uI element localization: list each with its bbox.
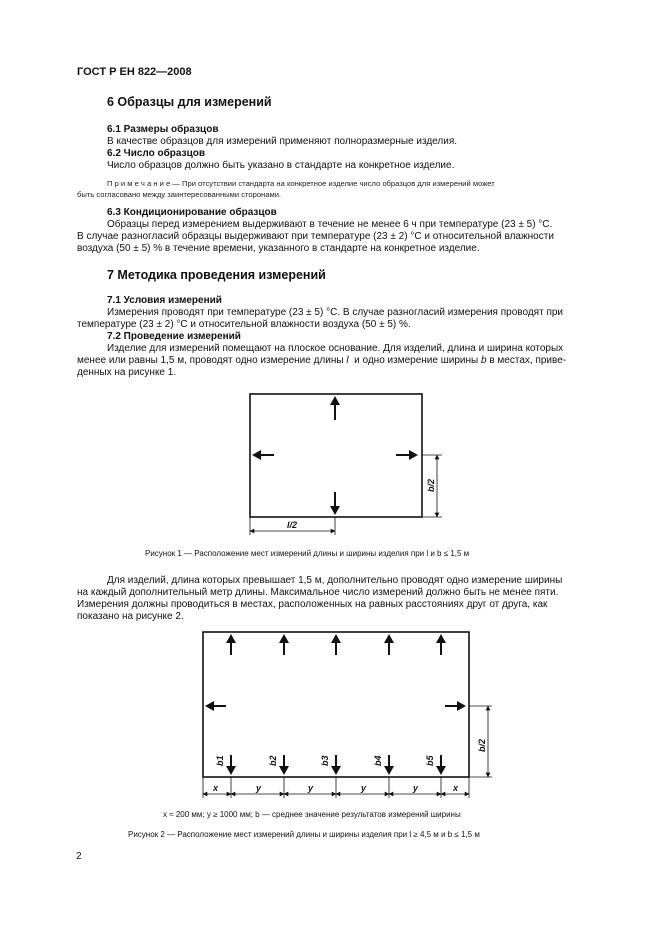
subsection-6-2-text: Число образцов должно быть указано в стандарте на конкретное изделие. (107, 160, 455, 171)
subsection-7-1-line-1: Измерения проводят при температуре (23 ± 5) °С. В случае разногласий измерения проводят при (107, 307, 564, 318)
subsection-7-2-line-2: менее или равны 1,5 м, проводят одно измерение длины l и одно измерение ширины b в местах, приве- (77, 355, 567, 366)
fig2-dim-label-1: x (213, 783, 219, 793)
subsection-6-3-line-1: Образцы перед измерением выдерживают в течение не менее 6 ч при температуре (23 ± 5) °С. (107, 219, 553, 230)
figure-2-legend: x ≈ 200 мм; y ≥ 1000 мм; b — среднее значение результатов измерений ширины (163, 810, 461, 819)
fig2-dim-label-2: y (256, 783, 262, 793)
paragraph-2-line-3: Измерения должны проводиться в местах, расположенных на равных расстояниях друг от друга, как (77, 599, 548, 610)
subsection-6-3-line-3: воздуха (50 ± 5) % в течение времени, указанного в стандарте на конкретное изделие. (77, 243, 480, 254)
subsection-6-2-title: 6.2 Число образцов (107, 148, 205, 159)
subsection-7-2-line-3: денных на рисунке 1. (77, 367, 177, 378)
section-7-title: 7 Методика проведения измерений (107, 268, 326, 282)
paragraph-2-line-2: на каждый дополнительный метр длины. Максимальное число измерений должно быть не менее пяти. (77, 587, 559, 598)
fig2-dim-label-3: y (308, 783, 314, 793)
subsection-7-2-title: 7.2 Проведение измерений (107, 331, 241, 342)
fig1-label-b2: b/2 (426, 478, 436, 492)
fig1-label-l2: l/2 (287, 520, 298, 530)
var-b: b (480, 355, 487, 366)
fig2-label-b5: b5 (425, 755, 435, 766)
note-line-2: быть согласовано между заинтересованными сторонами. (77, 190, 282, 199)
fig2-dim-label-4: y (361, 783, 367, 793)
fig2-label-b2: b/2 (477, 738, 487, 752)
note-line-1: П р и м е ч а н и е — При отсутствии стандарта на конкретное изделие число образцов для измерений может (107, 179, 495, 188)
subsection-7-2-line-1: Изделие для измерений помещают на плоское основание. Для изделий, длина и ширина которых (107, 343, 564, 354)
fig2-label-b3: b3 (320, 755, 330, 766)
subsection-6-1-title: 6.1 Размеры образцов (107, 124, 219, 135)
fig2-dim-label-5: y (413, 783, 419, 793)
figure-2-caption: Рисунок 2 — Расположение мест измерений длины и ширины изделия при l ≥ 4,5 м и b ≤ 1,5 м (128, 830, 480, 839)
subsection-6-1-text: В качестве образцов для измерений применяют полноразмерные изделия. (107, 136, 458, 147)
subsection-7-1-title: 7.1 Условия измерений (107, 295, 222, 306)
var-l: l (346, 355, 349, 366)
fig2-dim-label-6: x (453, 783, 459, 793)
subsection-7-1-line-2: температуре (23 ± 2) °С и относительной влажности воздуха (50 ± 5) %. (77, 319, 411, 330)
fig2-label-b2: b2 (268, 755, 278, 766)
page-number: 2 (76, 851, 82, 862)
fig2-label-b4: b4 (373, 755, 383, 766)
figure-1-caption: Рисунок 1 — Расположение мест измерений длины и ширины изделия при l и b ≤ 1,5 м (145, 549, 470, 558)
paragraph-2-line-4: показано на рисунке 2. (77, 611, 184, 622)
paragraph-2-line-1: Для изделий, длина которых превышает 1,5 м, дополнительно проводят одно измерение ширины (107, 575, 563, 586)
fig2-label-b1: b1 (215, 755, 225, 766)
subsection-6-3-line-2: В случае разногласий образцы выдерживают при температуре (23 ± 2) °С и относительной влажности (77, 231, 554, 242)
document-header: ГОСТ Р ЕН 822—2008 (77, 66, 192, 78)
section-6-title: 6 Образцы для измерений (107, 95, 272, 109)
subsection-6-3-title: 6.3 Кондиционирование образцов (107, 207, 277, 218)
